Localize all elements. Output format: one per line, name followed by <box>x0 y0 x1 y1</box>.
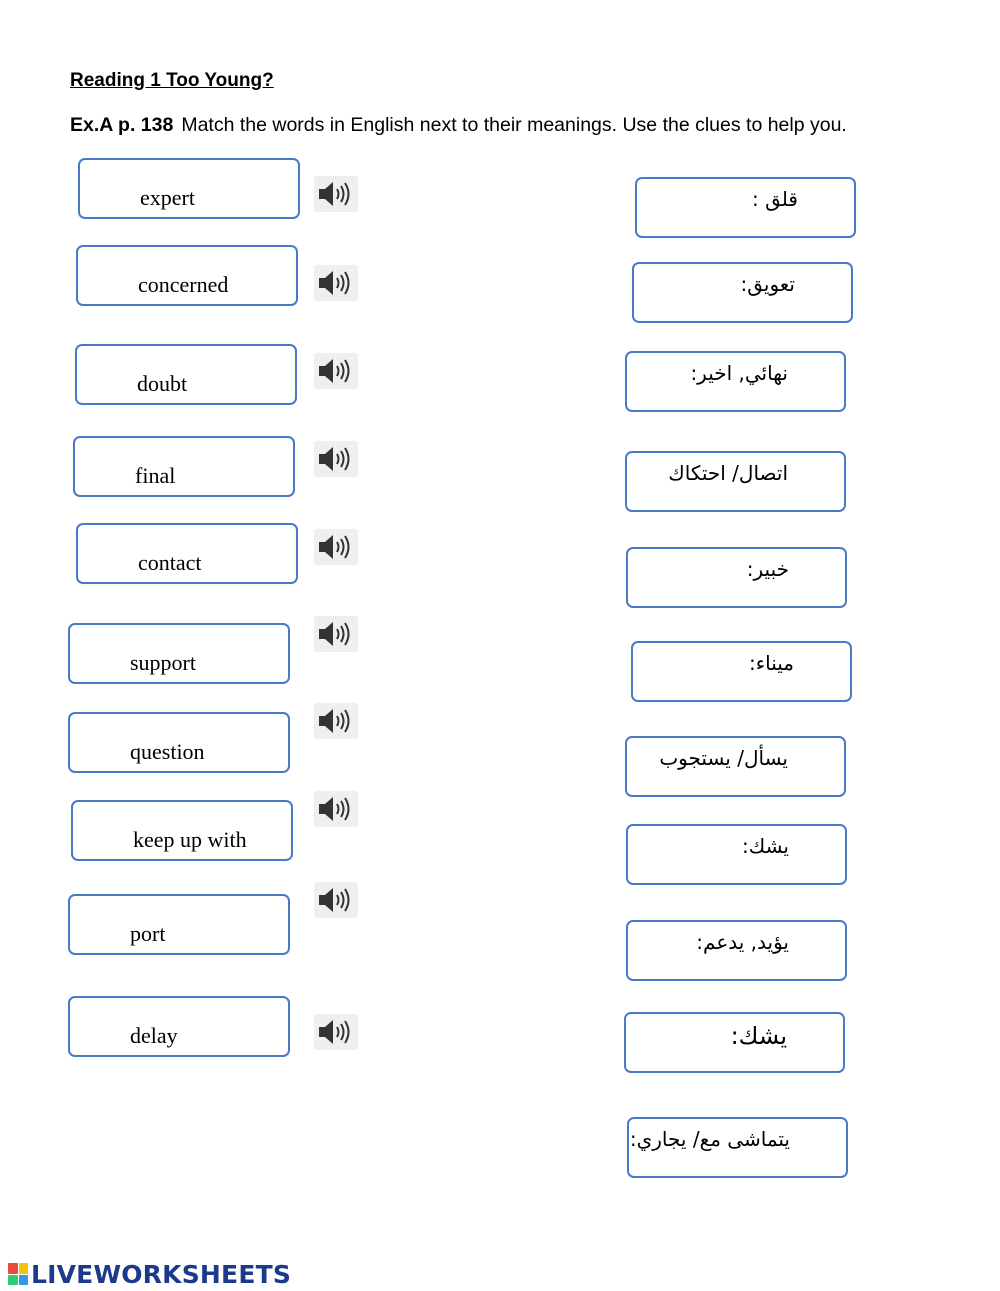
definition-box[interactable] <box>626 547 847 608</box>
audio-button-contact[interactable] <box>314 529 358 565</box>
word-box-contact[interactable] <box>76 523 298 584</box>
word-box-keep-up-with[interactable] <box>71 800 293 861</box>
speaker-icon <box>316 531 356 563</box>
word-label: question <box>130 739 205 764</box>
word-label: contact <box>138 550 202 575</box>
audio-button-port[interactable] <box>314 882 358 918</box>
definition-box[interactable] <box>626 920 847 981</box>
audio-button-doubt[interactable] <box>314 353 358 389</box>
word-label: concerned <box>138 272 229 297</box>
word-box-expert[interactable] <box>78 158 300 219</box>
word-box-final[interactable] <box>73 436 295 497</box>
definition-box[interactable] <box>625 451 846 512</box>
definition-box[interactable] <box>625 736 846 797</box>
speaker-icon <box>316 618 356 650</box>
definition-label: نهائي, اخير: <box>690 361 788 385</box>
audio-button-keep-up-with[interactable] <box>314 791 358 827</box>
logo-mark-icon <box>8 1263 28 1285</box>
instructions <box>70 114 847 137</box>
audio-button-expert[interactable] <box>314 176 358 212</box>
instruction-text: Match the words in English next to their meanings. Use the clues to help you. <box>181 114 847 136</box>
audio-button-concerned[interactable] <box>314 265 358 301</box>
definition-label: يسأل/ يستجوب <box>659 746 788 770</box>
logo-text: LIVEWORKSHEETS <box>31 1259 292 1289</box>
definition-label: يتماشى مع/ يجاري: <box>629 1127 790 1151</box>
word-box-port[interactable] <box>68 894 290 955</box>
definition-box[interactable] <box>632 262 853 323</box>
definition-label: خبير: <box>746 557 789 581</box>
speaker-icon <box>316 705 356 737</box>
worksheet-title: Reading 1 Too Young? <box>70 70 274 91</box>
audio-button-final[interactable] <box>314 441 358 477</box>
definition-label: ميناء: <box>748 651 794 675</box>
definition-label: يؤيد, يدعم: <box>696 930 789 954</box>
word-label: support <box>130 650 196 675</box>
definition-box[interactable] <box>627 1117 848 1178</box>
exercise-reference: Ex.A p. 138 <box>70 114 174 136</box>
definition-label: اتصال/ احتكاك <box>668 461 788 485</box>
word-label: expert <box>140 185 195 210</box>
word-box-question[interactable] <box>68 712 290 773</box>
speaker-icon <box>316 355 356 387</box>
word-label: doubt <box>137 371 188 396</box>
audio-button-support[interactable] <box>314 616 358 652</box>
definition-label: قلق : <box>752 187 798 211</box>
definition-box[interactable] <box>631 641 852 702</box>
speaker-icon <box>316 1016 356 1048</box>
definition-box[interactable] <box>635 177 856 238</box>
definition-label: يشك: <box>741 834 789 858</box>
word-label: keep up with <box>133 827 247 852</box>
definition-box[interactable] <box>626 824 847 885</box>
liveworksheets-logo <box>8 1259 291 1289</box>
speaker-icon <box>316 267 356 299</box>
word-box-delay[interactable] <box>68 996 290 1057</box>
word-label: delay <box>130 1023 178 1048</box>
definition-box[interactable] <box>625 351 846 412</box>
speaker-icon <box>316 178 356 210</box>
speaker-icon <box>316 443 356 475</box>
definition-label: تعويق: <box>740 272 795 296</box>
audio-button-delay[interactable] <box>314 1014 358 1050</box>
definition-label: يشك: <box>730 1022 787 1050</box>
speaker-icon <box>316 884 356 916</box>
word-box-concerned[interactable] <box>76 245 298 306</box>
word-box-doubt[interactable] <box>75 344 297 405</box>
definition-box[interactable] <box>624 1012 845 1073</box>
word-label: port <box>130 921 166 946</box>
word-box-support[interactable] <box>68 623 290 684</box>
audio-button-question[interactable] <box>314 703 358 739</box>
speaker-icon <box>316 793 356 825</box>
word-label: final <box>135 463 176 488</box>
